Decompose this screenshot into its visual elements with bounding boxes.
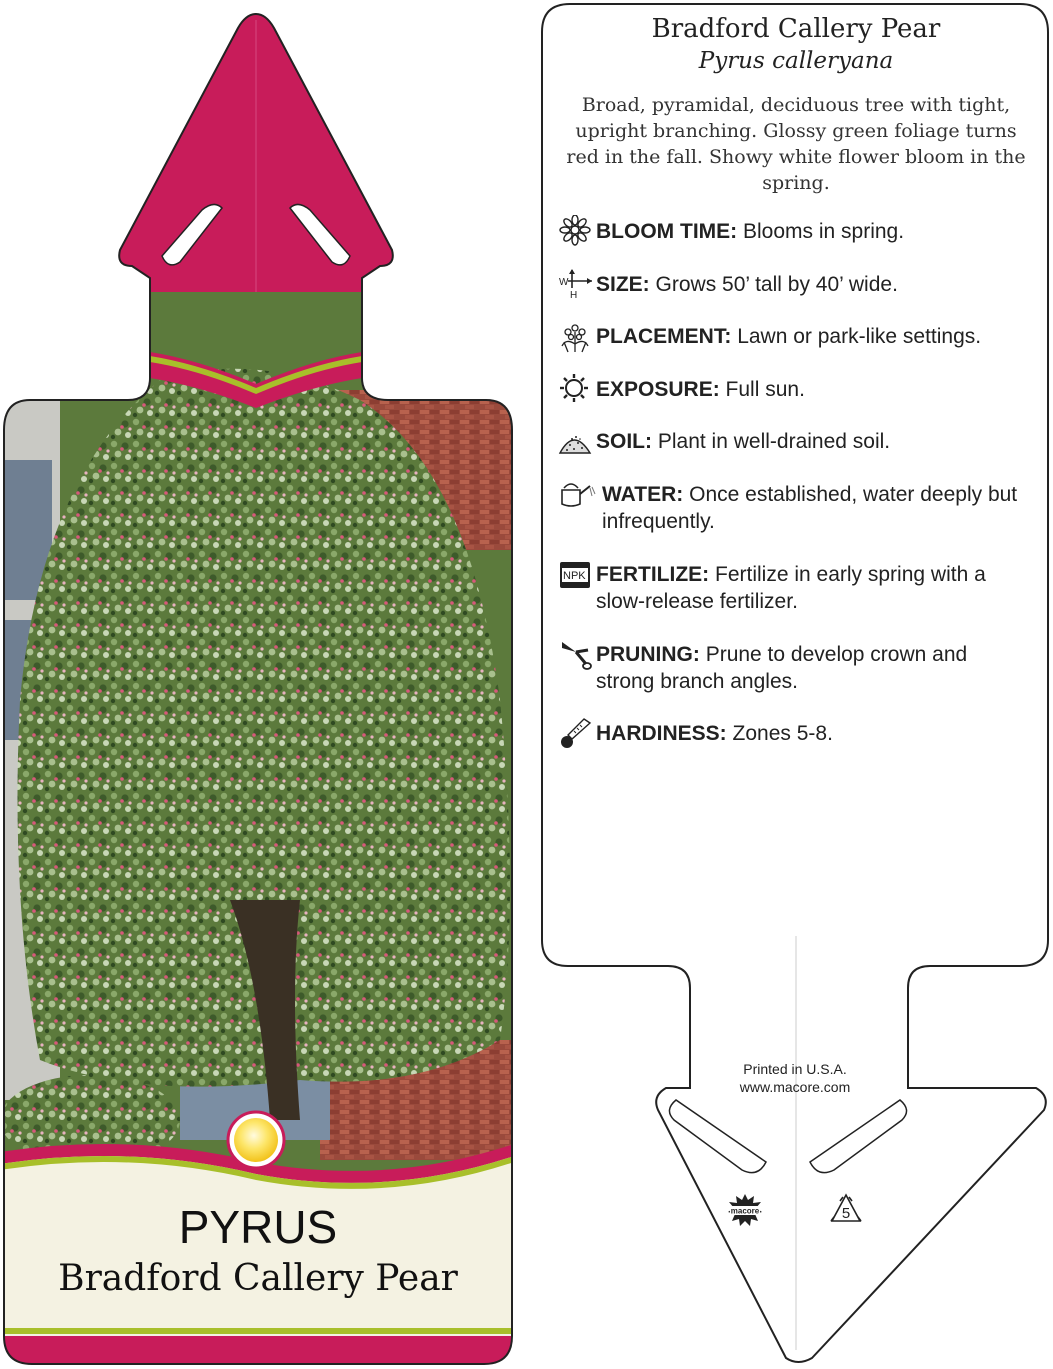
care-text: Zones 5-8. [732, 722, 833, 745]
recycle-icon [828, 1192, 864, 1226]
front-genus-name: PYRUS [178, 1201, 338, 1253]
front-common-name: Bradford Callery Pear [58, 1258, 458, 1299]
care-text: Lawn or park-like settings. [737, 325, 982, 348]
care-label: WATER: [602, 483, 684, 506]
recycle-number: 5 [841, 1205, 851, 1222]
care-text: Plant in well-drained soil. [657, 430, 891, 453]
macore-logo-icon [724, 1192, 766, 1228]
care-size [558, 271, 1028, 302]
care-label: FERTILIZE: [596, 563, 710, 586]
thermometer-icon [558, 717, 596, 751]
care-text: Blooms in spring. [743, 220, 905, 243]
care-label: EXPOSURE: [596, 378, 720, 401]
care-label: PLACEMENT: [596, 325, 732, 348]
care-label: SOIL: [596, 430, 652, 453]
care-hardiness [558, 720, 1028, 751]
care-text: Once established, water deeply but infrequently. [602, 483, 1018, 533]
watering-can-icon [558, 478, 596, 512]
care-label: HARDINESS: [596, 722, 727, 745]
soil-pile-icon [558, 425, 596, 459]
care-water [558, 481, 1028, 535]
flower-icon [558, 215, 596, 249]
care-label: SIZE: [596, 273, 650, 296]
npk-fertilizer-icon [558, 558, 596, 592]
printer-info [690, 1060, 900, 1096]
care-bloom-time [558, 218, 1028, 249]
care-label: PRUNING: [596, 643, 700, 666]
care-soil [558, 428, 1028, 459]
plant-description: Broad, pyramidal, deciduous tree with tight, upright branching. Glossy green foliage turns red in the fall. Showy white flower bloom in the spring. [566, 94, 1026, 194]
placement-flowers-icon [558, 320, 596, 354]
printer-website: www.macore.com [739, 1079, 851, 1095]
svg-text:H: H [570, 290, 578, 301]
macore-logo-text: macore [730, 1206, 760, 1216]
size-wh-icon [558, 268, 596, 302]
care-text: Grows 50’ tall by 40’ wide. [655, 273, 898, 296]
sun-icon [558, 373, 596, 407]
care-text: Full sun. [725, 378, 805, 401]
back-title: Bradford Callery Pear [651, 14, 941, 44]
care-exposure [558, 376, 1028, 407]
svg-text:W: W [559, 277, 569, 288]
pruning-shears-icon [558, 638, 596, 672]
printed-in: Printed in U.S.A. [743, 1061, 847, 1077]
care-text: Prune to develop crown and strong branch angles. [596, 643, 968, 693]
care-text: Fertilize in early spring with a slow-release fertilizer. [596, 563, 986, 613]
botanical-name: Pyrus calleryana [698, 48, 894, 74]
care-label: BLOOM TIME: [596, 220, 738, 243]
care-pruning [558, 641, 1028, 695]
svg-text:NPK: NPK [563, 570, 586, 582]
care-placement [558, 323, 1028, 354]
care-fertilize [558, 561, 1028, 615]
